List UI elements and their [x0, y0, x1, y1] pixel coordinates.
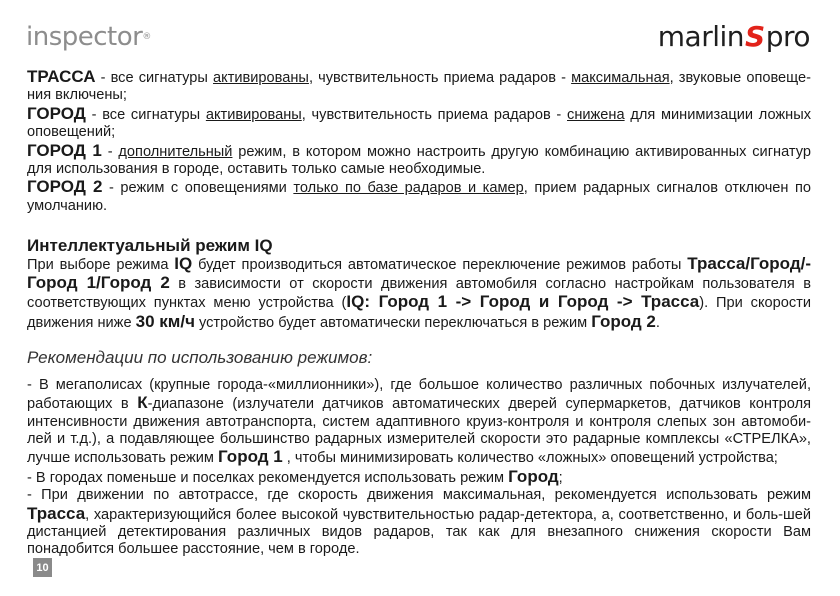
- text-run: , чувствительность приема радаров -: [301, 106, 568, 123]
- iq-paragraph: [27, 255, 811, 333]
- text-run: , чувствительность приема радаров -: [308, 70, 572, 86]
- recommendation-item-2: [27, 468, 811, 487]
- bold-text: Трасса/Город/-Город 1/Город 2: [27, 253, 811, 293]
- inspector-logo-text: inspector: [26, 22, 143, 52]
- recommendation-item-1: [27, 377, 811, 468]
- pro-logo-text: pro: [765, 20, 810, 53]
- underlined-text: максимальная: [571, 70, 670, 86]
- text-run: ). При скорости движения ниже: [27, 295, 812, 331]
- bold-text: 30 км/ч: [135, 311, 195, 331]
- s-logo-mark: S: [745, 20, 765, 53]
- text-run: .: [655, 314, 660, 331]
- underlined-text: дополнительный: [118, 143, 233, 160]
- bold-text: IQ: Город 1 -> Город и Город -> Трасса: [346, 292, 700, 312]
- inspector-logo: [26, 22, 151, 52]
- text-run: , характеризующийся более высокой чувствительностью радар-детектора, а, соответственно, и боль-шей дистанцией детектирования различных видов радаров, так как для внезапного снижения скорости Вам понадобится большее расстояние, чем в городе.: [27, 506, 811, 558]
- recommendation-item-3: [27, 487, 811, 559]
- text-run: , звуковые оповеще-ния включены;: [27, 70, 811, 104]
- registered-mark: ®: [142, 32, 151, 42]
- text-run: , прием радарных сигналов отключен по умолчанию.: [27, 180, 812, 214]
- recommendations-heading: Рекомендации по использованию режимов:: [27, 348, 373, 368]
- text-run: , чтобы минимизировать количество «ложных» оповещений устройства;: [282, 450, 778, 467]
- underlined-text: активированы: [205, 106, 302, 123]
- text-run: - все сигнатуры: [85, 106, 206, 123]
- text-run: - В мегаполисах (крупные города-«миллионники»), где большое количество различных побочных излучателей, работающих в: [27, 376, 811, 413]
- underlined-text: только по базе радаров и камер: [293, 180, 524, 197]
- text-run: - режим с оповещениями: [102, 180, 294, 197]
- text-run: режим, в котором можно настроить другую комбинацию активированных сигнатур для использования в городе, оставить только самые необходимые.: [27, 143, 811, 178]
- marlin-s-pro-logo: [658, 20, 810, 53]
- bold-text: Трасса: [27, 503, 86, 523]
- bold-text: Город: [508, 466, 559, 486]
- underlined-text: активированы: [213, 70, 309, 86]
- mode-gorod1-paragraph: [27, 142, 811, 179]
- bold-text: IQ: [174, 253, 193, 273]
- mode-term: ГОРОД 1: [27, 140, 102, 160]
- iq-heading: Интеллектуальный режим IQ: [27, 236, 273, 256]
- bold-text: К: [137, 393, 148, 413]
- bold-text: Город 1: [218, 447, 283, 467]
- text-run: При выборе режима: [27, 256, 175, 273]
- mode-gorod2-paragraph: [27, 178, 811, 215]
- page-content: [27, 68, 811, 559]
- mode-term: ГОРОД: [27, 103, 86, 123]
- page-number: 10: [33, 558, 52, 577]
- text-run: устройство будет автоматически переключаться в режим: [194, 314, 592, 331]
- text-run: будет производиться автоматическое переключение режимов работы: [192, 256, 688, 273]
- text-run: для минимизации ложных оповещений;: [27, 106, 811, 141]
- text-run: -диапазоне (излучатели датчиков автоматических дверей супермаркетов, датчиков контроля интенсивности движения автотранспорта, систем адаптивного круиз-контроля и контроля слепых зон автомоби-лей и т.д.), а подавляющее большинство радарных измерителей скорости это радарные комплексы «СТРЕЛКА», лучше использовать режим: [27, 396, 811, 467]
- text-run: - все сигнатуры: [95, 70, 214, 86]
- text-run: -: [101, 143, 119, 160]
- text-run: ;: [558, 469, 563, 486]
- marlin-logo-text: marlin: [657, 20, 745, 53]
- mode-term: ТРАССА: [27, 67, 96, 86]
- text-run: в зависимости от скорости движения автомобиля согласно настройкам пользователя в соответствующих пунктах меню устройства (: [27, 276, 811, 312]
- text-run: - При движении по автотрассе, где скорость движения максимальная, рекомендуется использовать режим: [27, 487, 811, 504]
- text-run: - В городах поменьше и поселках рекомендуется использовать режим: [27, 469, 509, 486]
- bold-text: Город 2: [591, 311, 656, 331]
- mode-gorod-paragraph: [27, 105, 811, 142]
- mode-trassa-paragraph: [27, 68, 811, 105]
- underlined-text: снижена: [567, 106, 625, 123]
- mode-term: ГОРОД 2: [27, 177, 103, 197]
